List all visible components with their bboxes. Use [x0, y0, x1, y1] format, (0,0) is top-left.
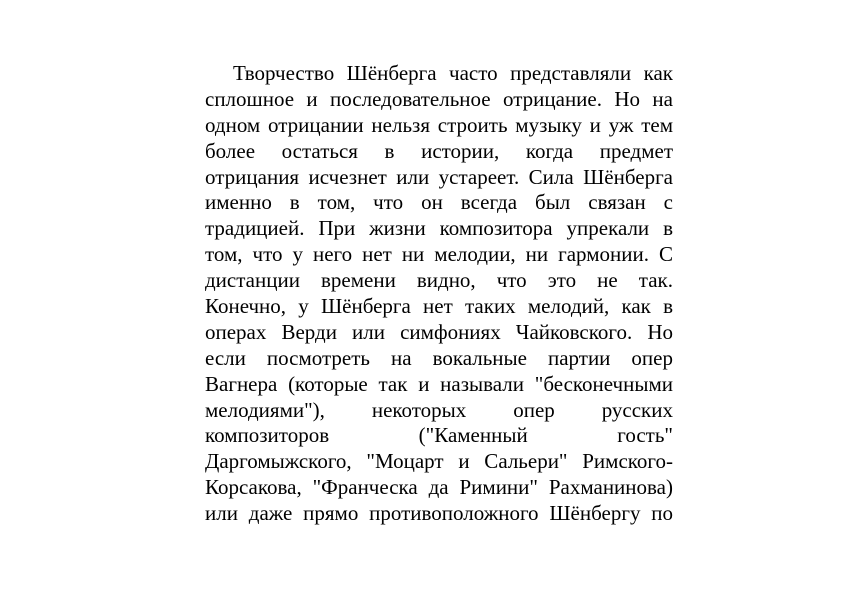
text-line: Конечно, у Шёнберга нет таких мелодий, как в: [205, 294, 673, 319]
text-line: Вагнера (которые так и называли "бесконечными: [205, 371, 673, 396]
text-line: Корсакова, "Франческа да Римини" Рахманинова): [205, 475, 673, 500]
text-line: одном отрицании нельзя строить музыку и уж тем: [205, 112, 673, 137]
text-line: том, что у него нет ни мелодии, ни гармонии. С: [205, 242, 673, 267]
text-line: Даргомыжского, "Моцарт и Сальери" Римского-: [205, 449, 673, 474]
text-line: или даже прямо противоположного Шёнбергу по: [205, 501, 673, 526]
text-line: сплошное и последовательное отрицание. Но на: [205, 86, 673, 111]
body-paragraph: [205, 61, 673, 527]
text-line: дистанции времени видно, что это не так.: [205, 268, 673, 293]
text-line: именно в том, что он всегда был связан с: [205, 190, 673, 215]
text-line: Творчество Шёнберга часто представляли как: [233, 61, 673, 85]
text-line: мелодиями"), некоторых опер русских: [205, 397, 673, 422]
text-line: отрицания исчезнет или устареет. Сила Шёнберга: [205, 164, 673, 189]
text-line: традицией. При жизни композитора упрекали в: [205, 216, 673, 241]
text-line: композиторов ("Каменный гость": [205, 423, 673, 448]
text-line: если посмотреть на вокальные партии опер: [205, 345, 673, 370]
text-line: более остаться в истории, когда предмет: [205, 138, 673, 163]
text-line: операх Верди или симфониях Чайковского. Но: [205, 319, 673, 344]
